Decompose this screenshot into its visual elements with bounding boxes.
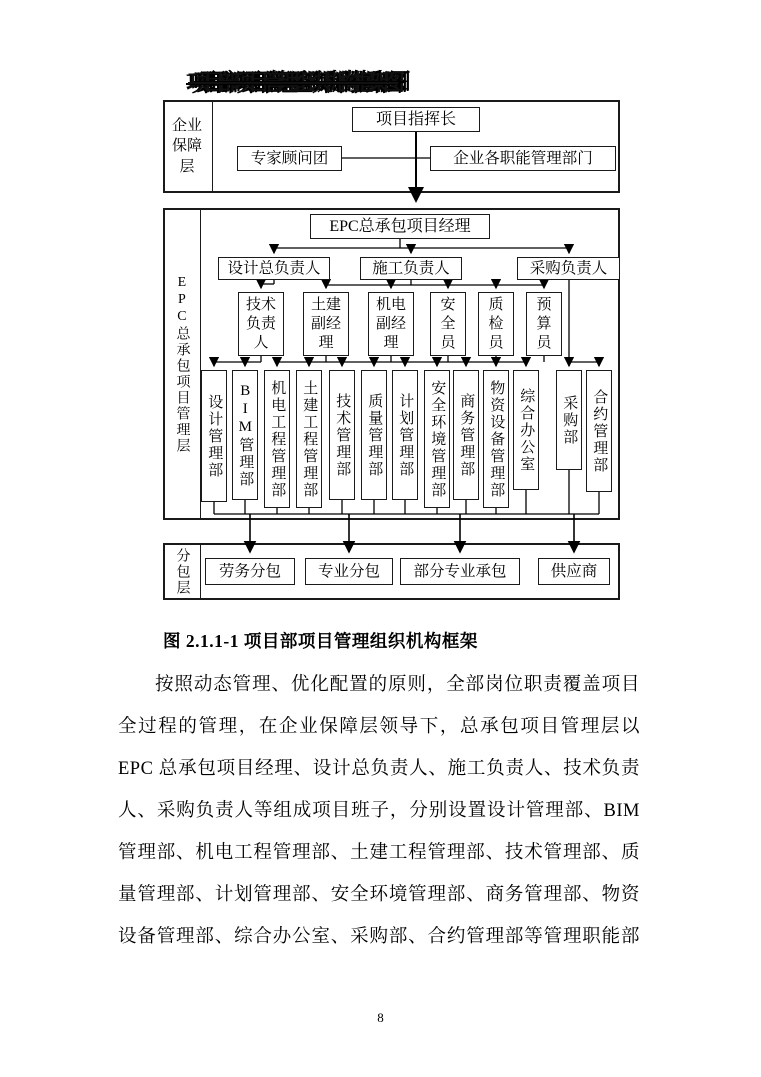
layer-subcontract-label: 分包层 xyxy=(174,547,190,596)
node-dept-civil-engineering: 土建工程管理部 xyxy=(296,370,322,508)
node-dept-materials-equipment: 物资设备管理部 xyxy=(483,370,509,508)
node-dept-mep-engineering: 机电工程管理部 xyxy=(264,370,290,508)
node-role-tech-manager: 技术负责人 xyxy=(238,292,284,356)
node-lead-construction: 施工负责人 xyxy=(360,257,462,280)
node-dept-bim: BIM管理部 xyxy=(232,370,258,500)
page-number: 8 xyxy=(377,1010,384,1025)
node-dept-contract: 合约管理部 xyxy=(586,370,612,492)
node-dept-design: 设计管理部 xyxy=(201,370,227,502)
node-role-mep-deputy: 机电副经理 xyxy=(368,292,414,356)
node-expert-advisors: 专家顾问团 xyxy=(237,146,342,171)
node-role-quality-inspector: 质检员 xyxy=(478,292,514,356)
node-dept-planning: 计划管理部 xyxy=(392,370,418,500)
layer-subcontract-divider xyxy=(200,545,201,598)
figure-caption: 图 2.1.1-1 项目部项目管理组织机构框架 xyxy=(163,631,478,651)
node-role-civil-deputy: 土建副经理 xyxy=(303,292,349,356)
node-partial-specialty-contract: 部分专业承包 xyxy=(400,558,520,585)
node-supplier: 供应商 xyxy=(538,558,610,585)
paragraph-line: 设备管理部、综合办公室、采购部、合约管理部等管理职能部 xyxy=(118,927,640,947)
paragraph-line: 人、采购负责人等组成项目班子，分别设置设计管理部、BIM xyxy=(118,801,640,821)
layer-guarantee-label: 企业保障层 xyxy=(171,118,202,175)
node-dept-quality: 质量管理部 xyxy=(361,370,387,500)
node-dept-safety-environment: 安全环境管理部 xyxy=(424,370,450,508)
node-project-commander: 项目指挥长 xyxy=(352,107,480,132)
node-lead-design: 设计总负责人 xyxy=(218,257,330,280)
paragraph-line: 按照动态管理、优化配置的原则，全部岗位职责覆盖项目 xyxy=(155,675,640,695)
node-labor-subcontract: 劳务分包 xyxy=(205,558,295,585)
corrupted-heading: 项目部项目管理组织机构框架图 xyxy=(188,70,399,95)
node-dept-general-office: 综合办公室 xyxy=(513,370,539,490)
paragraph-line: EPC 总承包项目经理、设计总负责人、施工负责人、技术负责 xyxy=(118,759,640,779)
node-lead-procurement: 采购负责人 xyxy=(517,257,620,280)
node-specialty-subcontract: 专业分包 xyxy=(305,558,393,585)
paragraph-line: 量管理部、计划管理部、安全环境管理部、商务管理部、物资 xyxy=(118,885,640,905)
node-dept-procurement: 采购部 xyxy=(556,370,582,470)
body-paragraph xyxy=(118,664,640,958)
node-role-budget-officer: 预算员 xyxy=(526,292,562,356)
node-dept-technology: 技术管理部 xyxy=(329,370,355,500)
paragraph-line: 全过程的管理，在企业保障层领导下，总承包项目管理层以 xyxy=(118,717,640,737)
layer-epc-label: EPC总承包项目管理层 xyxy=(174,274,190,454)
node-role-safety-officer: 安全员 xyxy=(430,292,466,356)
node-functional-depts: 企业各职能管理部门 xyxy=(430,146,616,171)
paragraph-line: 管理部、机电工程管理部、土建工程管理部、技术管理部、质 xyxy=(118,843,640,863)
layer-guarantee-divider xyxy=(212,102,213,191)
node-dept-commerce: 商务管理部 xyxy=(453,370,479,500)
node-epc-manager: EPC总承包项目经理 xyxy=(310,214,490,239)
